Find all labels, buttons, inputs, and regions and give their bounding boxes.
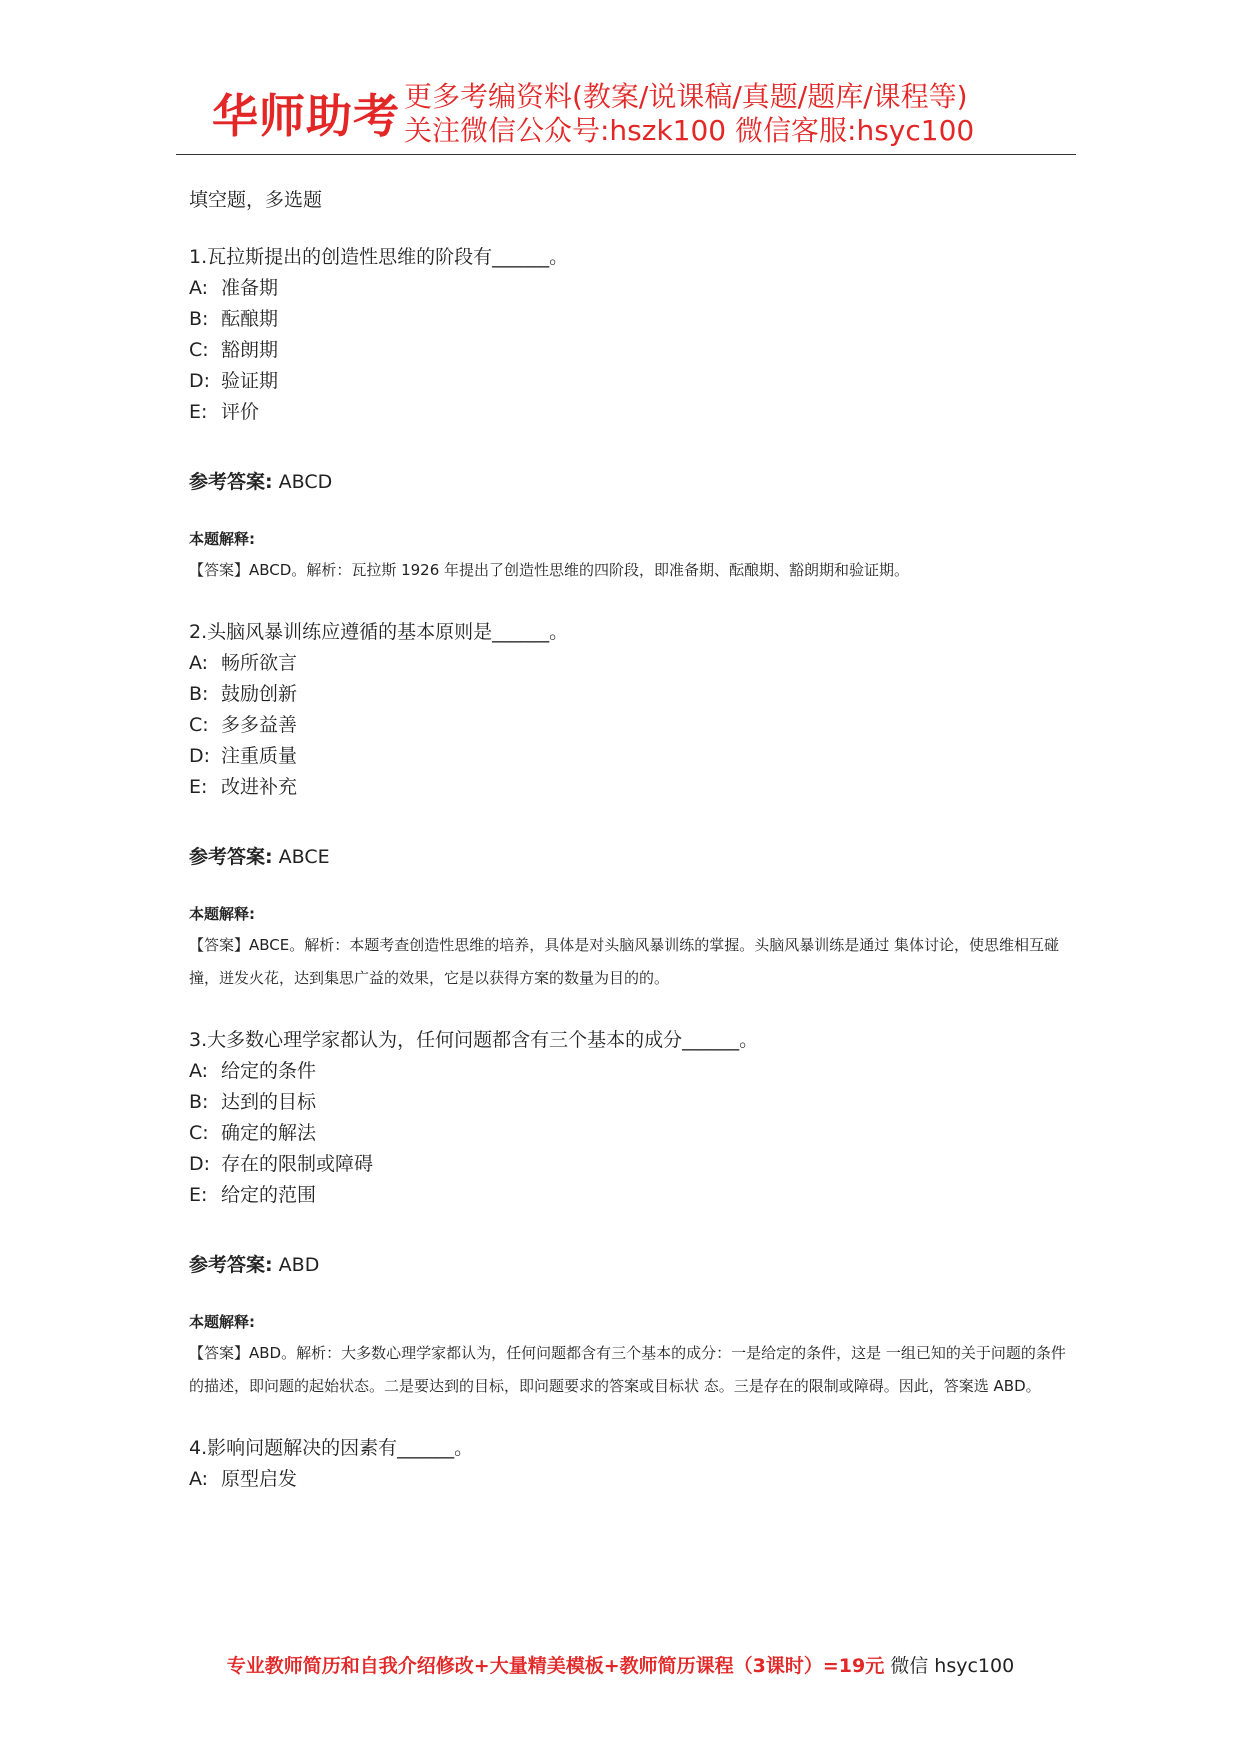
option-text: 验证期 xyxy=(221,370,279,392)
explanation-text: 【答案】ABCE。解析：本题考查创造性思维的培养，具体是对头脑风暴训练的掌握。头脑风暴训练是通过 集体讨论，使思维相互碰撞，迸发火花，达到集思广益的效果，它是以获得方案的数量为目的的。 xyxy=(189,936,1060,987)
question-stem: 3.大多数心理学家都认为，任何问题都含有三个基本的成分______。 xyxy=(189,1029,759,1051)
brand-logo: 华师助考 xyxy=(212,89,400,143)
contact-text: 微信 hsyc100 xyxy=(890,1655,1015,1677)
option-c xyxy=(189,335,1069,366)
explanation-label: 本题解释: xyxy=(189,530,255,548)
option-b xyxy=(189,679,1069,710)
option-text: 给定的条件 xyxy=(221,1060,317,1082)
option-c xyxy=(189,1118,1069,1149)
option-key: B: xyxy=(189,683,209,705)
option-d xyxy=(189,741,1069,772)
option-e xyxy=(189,772,1069,803)
option-key: C: xyxy=(189,714,209,736)
option-text: 酝酿期 xyxy=(221,308,279,330)
option-key: D: xyxy=(189,1153,211,1175)
reference-answer xyxy=(189,1251,1069,1279)
option-text: 原型启发 xyxy=(221,1468,298,1490)
option-key: C: xyxy=(189,1122,209,1144)
option-key: D: xyxy=(189,745,211,767)
option-a xyxy=(189,273,1069,304)
explanation-label: 本题解释: xyxy=(189,905,255,923)
document-body xyxy=(189,186,1069,1525)
option-key: E: xyxy=(189,401,208,423)
answer-label: 参考答案: xyxy=(189,1254,273,1276)
explanation-text: 【答案】ABD。解析：大多数心理学家都认为，任何问题都含有三个基本的成分：一是给定的条件，这是 一组已知的关于问题的条件的描述，即问题的起始状态。二是要达到的目标，即问题要求的答案或目标状 态。三是存在的限制或障碍。因此，答案选 ABD。 xyxy=(189,1344,1066,1395)
option-text: 评价 xyxy=(221,401,260,423)
option-d xyxy=(189,1149,1069,1180)
option-e xyxy=(189,1180,1069,1211)
question-1 xyxy=(189,242,1069,587)
option-key: E: xyxy=(189,776,208,798)
option-a xyxy=(189,1464,1069,1495)
option-key: B: xyxy=(189,308,209,330)
option-key: A: xyxy=(189,1468,209,1490)
question-stem: 2.头脑风暴训练应遵循的基本原则是______。 xyxy=(189,621,569,643)
header-divider xyxy=(176,154,1076,155)
option-text: 给定的范围 xyxy=(221,1184,317,1206)
option-c xyxy=(189,710,1069,741)
answer-value: ABD xyxy=(278,1254,320,1276)
option-key: C: xyxy=(189,339,209,361)
option-text: 准备期 xyxy=(221,277,279,299)
option-text: 确定的解法 xyxy=(221,1122,317,1144)
option-b xyxy=(189,1087,1069,1118)
option-key: E: xyxy=(189,1184,208,1206)
option-text: 存在的限制或障碍 xyxy=(221,1153,374,1175)
option-e xyxy=(189,397,1069,428)
reference-answer xyxy=(189,843,1069,871)
footer-promo xyxy=(0,1652,1241,1680)
question-2 xyxy=(189,617,1069,995)
promo-text: 专业教师简历和自我介绍修改+大量精美模板+教师简历课程（3课时）=19元 xyxy=(226,1655,885,1677)
header-banner xyxy=(176,78,1076,154)
option-text: 鼓励创新 xyxy=(221,683,298,705)
question-stem: 4.影响问题解决的因素有______。 xyxy=(189,1437,474,1459)
option-text: 改进补充 xyxy=(221,776,298,798)
answer-value: ABCD xyxy=(278,471,333,493)
explanation-label: 本题解释: xyxy=(189,1313,255,1331)
answer-label: 参考答案: xyxy=(189,471,273,493)
explanation-text: 【答案】ABCD。解析：瓦拉斯 1926 年提出了创造性思维的四阶段，即准备期、酝酿期、豁朗期和验证期。 xyxy=(189,561,910,579)
answer-value: ABCE xyxy=(278,846,330,868)
option-text: 豁朗期 xyxy=(221,339,279,361)
option-b xyxy=(189,304,1069,335)
option-key: A: xyxy=(189,277,209,299)
option-key: B: xyxy=(189,1091,209,1113)
option-d xyxy=(189,366,1069,397)
header-line-1: 更多考编资料(教案/说课稿/真题/题库/课程等) xyxy=(404,80,968,113)
option-a xyxy=(189,648,1069,679)
option-text: 畅所欲言 xyxy=(221,652,298,674)
question-3 xyxy=(189,1025,1069,1403)
answer-label: 参考答案: xyxy=(189,846,273,868)
option-text: 达到的目标 xyxy=(221,1091,317,1113)
reference-answer xyxy=(189,468,1069,496)
option-key: D: xyxy=(189,370,211,392)
option-a xyxy=(189,1056,1069,1087)
header-text xyxy=(404,80,974,148)
question-stem: 1.瓦拉斯提出的创造性思维的阶段有______。 xyxy=(189,246,569,268)
question-4 xyxy=(189,1433,1069,1495)
section-title: 填空题，多选题 xyxy=(189,189,323,211)
option-text: 多多益善 xyxy=(221,714,298,736)
option-key: A: xyxy=(189,1060,209,1082)
option-key: A: xyxy=(189,652,209,674)
option-text: 注重质量 xyxy=(221,745,298,767)
header-line-2: 关注微信公众号:hszk100 微信客服:hsyc100 xyxy=(404,114,975,147)
